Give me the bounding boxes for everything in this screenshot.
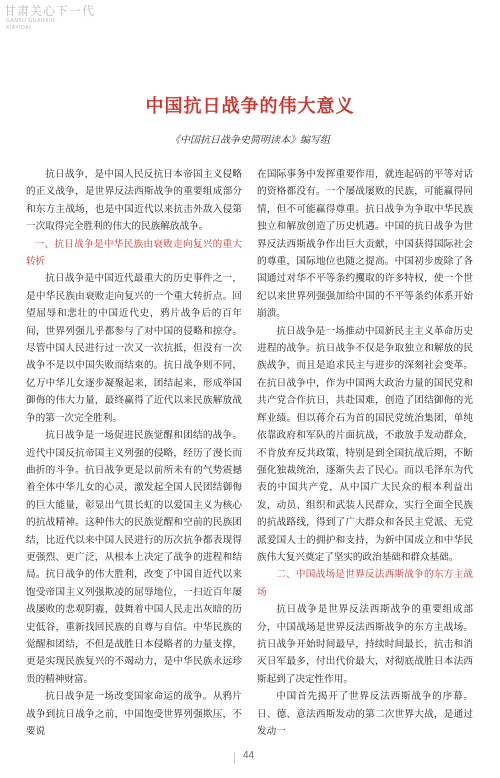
left-text-column xyxy=(26,166,242,740)
paragraph: 中国首先揭开了世界反法西斯战争的序幕。日、德、意法西斯发动的第二次世界大战，是通过发动一 xyxy=(257,691,473,737)
paragraph-continued: 在国际事务中发挥重要作用，就连起码的平等对话的资格都没有。一个屡战屡败的民族，可能赢得同情，但不可能赢得尊重。抗日战争为争取中华民族独立和解放创造了历史机遇。中国的抗日战争为世界反法西斯战争作出巨大贡献，中国获得国际社会的尊重，国际地位也随之提高。中国初步废除了各国通过对华不平等条约攫取的许多特权，使一个世纪以来世界列强强加给中国的不平等条约体系开始崩溃。 xyxy=(257,169,473,320)
paragraph: 抗日战争是一场推动中国新民主主义革命历史进程的战争。抗日战争不仅是争取独立和解放的民族战争，而且是追求民主与进步的深刻社会变革。在抗日战争中，作为中国两大政治力量的国民党和共产党合作抗日，共赴国难，创造了团结御侮的光辉业绩。但以蒋介石为首的国民党统治集团，单纯依靠政府和军队的片面抗战，不敢放手发动群众，不肯放弃反共政策，特别是到全国抗战后期，不断强化独裁统治，逐渐失去了民心。而以毛泽东为代表的中国共产党，从中国广大民众的根本利益出发，动员、组织和武装人民群众，实行全面全民族的抗战路线，得到了广大群众和各民主党派、无党派爱国人士的拥护和支持，为新中国成立和中华民族伟大复兴奠定了坚实的政治基础和群众基础。 xyxy=(257,325,473,563)
section-heading: 一、抗日战争是中华民族由衰败走向复兴的重大转折 xyxy=(26,238,242,268)
paragraph: 抗日战争，是中国人民反抗日本帝国主义侵略的正义战争，是世界反法西斯战争的重要组成部分和东方主战场，也是中国近代以来抗击外敌入侵第一次取得完全胜利的伟大的民族解放战争。 xyxy=(26,169,242,233)
page-number: 44 xyxy=(243,750,255,761)
masthead-subtitle-line-2: XIAYIDAI xyxy=(6,25,32,31)
masthead-logo-text: 甘肃关心下一代 xyxy=(4,4,96,18)
masthead-logo xyxy=(4,2,124,32)
paragraph: 抗日战争是一场促进民族觉醒和团结的战争。近代中国反抗帝国主义列强的侵略，经历了漫长而曲折的斗争。抗日战争更是以前所未有的气势震撼着全体中华儿女的心灵，激发起全国人民团结御侮的巨大能量，彰显出气贯长虹的以爱国主义为核心的抗战精神。这种伟大的民族觉醒和空前的民族团结，比近代以来中国人民进行的历次抗争都表现得更强烈、更广泛，从根本上决定了战争的进程和结局。抗日战争的伟大胜利，改变了中国自近代以来饱受帝国主义列强欺凌的屈辱地位，一扫近百年屡战屡败的悲观阴霾，鼓舞着中国人民走出灰暗的历史低谷，重新找回民族的自尊与自信。中华民族的觉醒和团结，不但是战胜日本侵略者的力量支撑，更是实现民族复兴的不竭动力，是中华民族永远珍贵的精神财富。 xyxy=(26,430,242,685)
paragraph: 抗日战争是中国近代最重大的历史事件之一，是中华民族由衰败走向复兴的一个重大转折点。回望屈辱和悲壮的中国近代史，鸦片战争后的百年间，世界列强儿乎都参与了对中国的侵略和掠夺。尽管中国人民进行过一次又一次抗抵，但没有一次战争不是以中国失败而结束的。抗日战争则不同，亿万中华儿女逐步凝聚起来，团结起来，形成举国御侮的伟大力量，最终赢得了近代以来民族解放战争的第一次完全胜利。 xyxy=(26,273,242,424)
paragraph: 抗日战争是世界反法西斯战争的重要组成部分，中国战场是世界反法西斯战争的东方主战场。抗日战争开始时间最早，持续时间最长，抗击和消灭日军最多，付出代价最大，对彻底战胜日本法西斯起到了决定性作用。 xyxy=(257,604,473,685)
right-text-column xyxy=(257,166,473,740)
page-number-divider xyxy=(234,752,235,764)
masthead-subtitle-line-1: GANSU GUANXIN xyxy=(6,18,56,24)
paragraph: 抗日战争是一场改变国家命运的战争。从鸦片战争到抗日战争之前，中国饱受世界列强欺压，不要说 xyxy=(26,691,242,737)
article-byline: 《中国抗日战争史简明读本》编写组 xyxy=(170,135,330,146)
article-title: 中国抗日战争的伟大意义 xyxy=(145,96,355,117)
section-heading: 二、中国战场是世界反法西斯战争的东方主战场 xyxy=(257,569,473,598)
